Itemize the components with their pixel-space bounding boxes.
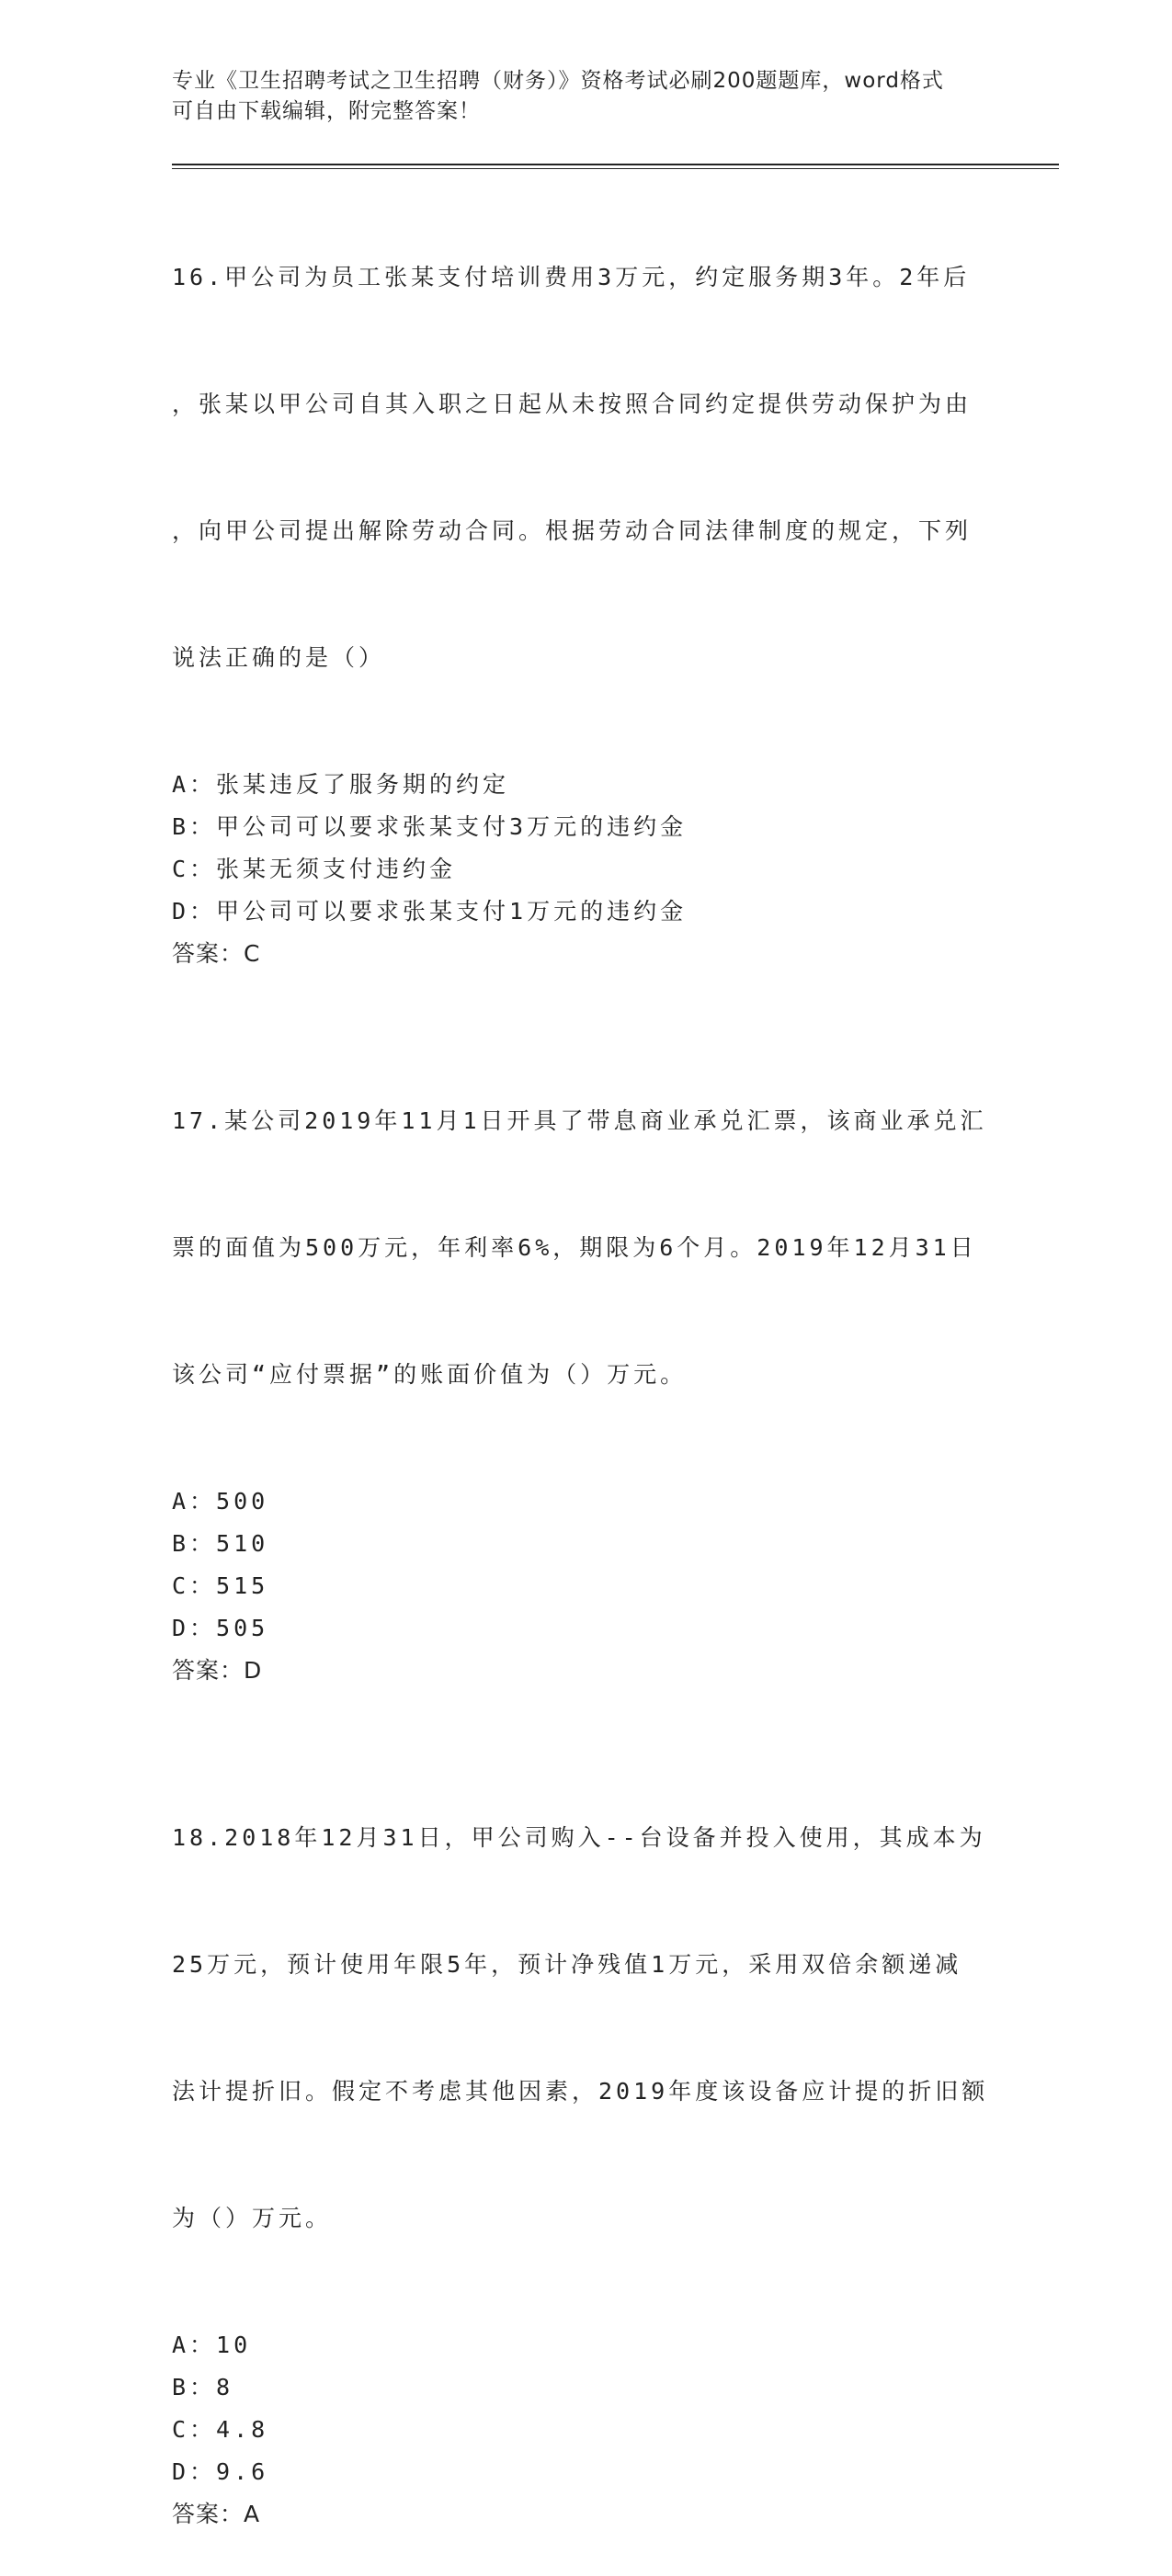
stem-line: 25万元，预计使用年限5年，预计净残值1万元，采用双倍余额递减	[172, 1951, 962, 1978]
question-16	[172, 172, 995, 975]
option-c: C：4.8	[172, 2416, 269, 2443]
header-line-2: 可自由下载编辑，附完整答案！	[172, 99, 481, 123]
option-c: C：张某无须支付违约金	[172, 856, 457, 882]
option-b: B：甲公司可以要求张某支付3万元的违约金	[172, 813, 688, 840]
stem-line: 说法正确的是（）	[172, 644, 386, 671]
stem-line: 16.甲公司为员工张某支付培训费用3万元，约定服务期3年。2年后	[172, 264, 971, 290]
option-a: A：500	[172, 1488, 269, 1515]
answer-line: 答案：A	[172, 2501, 261, 2527]
option-b: B：510	[172, 1530, 269, 1557]
option-d: D：505	[172, 1615, 269, 1641]
answer-line: 答案：C	[172, 940, 261, 967]
option-d: D：9.6	[172, 2458, 269, 2485]
stem-line: 该公司“应付票据”的账面价值为（）万元。	[172, 1361, 688, 1388]
question-stem	[172, 1732, 995, 2324]
question-stem	[172, 172, 995, 764]
option-b: B：8	[172, 2374, 234, 2400]
header-divider-thick	[172, 164, 1059, 165]
header-divider-thin	[172, 168, 1059, 169]
stem-line: 17.某公司2019年11月1日开具了带息商业承兑汇票，该商业承兑汇	[172, 1107, 987, 1134]
question-18	[172, 1732, 995, 2536]
stem-line: ，张某以甲公司自其入职之日起从未按照合同约定提供劳动保护为由	[172, 391, 973, 417]
option-a: A：张某违反了服务期的约定	[172, 771, 510, 798]
answer-line: 答案：D	[172, 1657, 263, 1684]
option-a: A：10	[172, 2332, 252, 2358]
header-line-1: 专业《卫生招聘考试之卫生招聘（财务）》资格考试必刷200题题库，word格式	[172, 69, 944, 93]
document-header	[172, 66, 981, 127]
stem-line: 18.2018年12月31日，甲公司购入--台设备并投入使用，其成本为	[172, 1824, 986, 1851]
question-17	[172, 1016, 995, 1692]
stem-line: 法计提折旧。假定不考虑其他因素，2019年度该设备应计提的折旧额	[172, 2078, 989, 2105]
stem-line: 票的面值为500万元，年利率6%，期限为6个月。2019年12月31日	[172, 1234, 977, 1261]
option-c: C：515	[172, 1572, 269, 1599]
question-list	[172, 172, 995, 2576]
stem-line: ，向甲公司提出解除劳动合同。根据劳动合同法律制度的规定，下列	[172, 517, 973, 544]
option-d: D：甲公司可以要求张某支付1万元的违约金	[172, 898, 688, 925]
stem-line: 为（）万元。	[172, 2205, 333, 2231]
question-stem	[172, 1016, 995, 1481]
